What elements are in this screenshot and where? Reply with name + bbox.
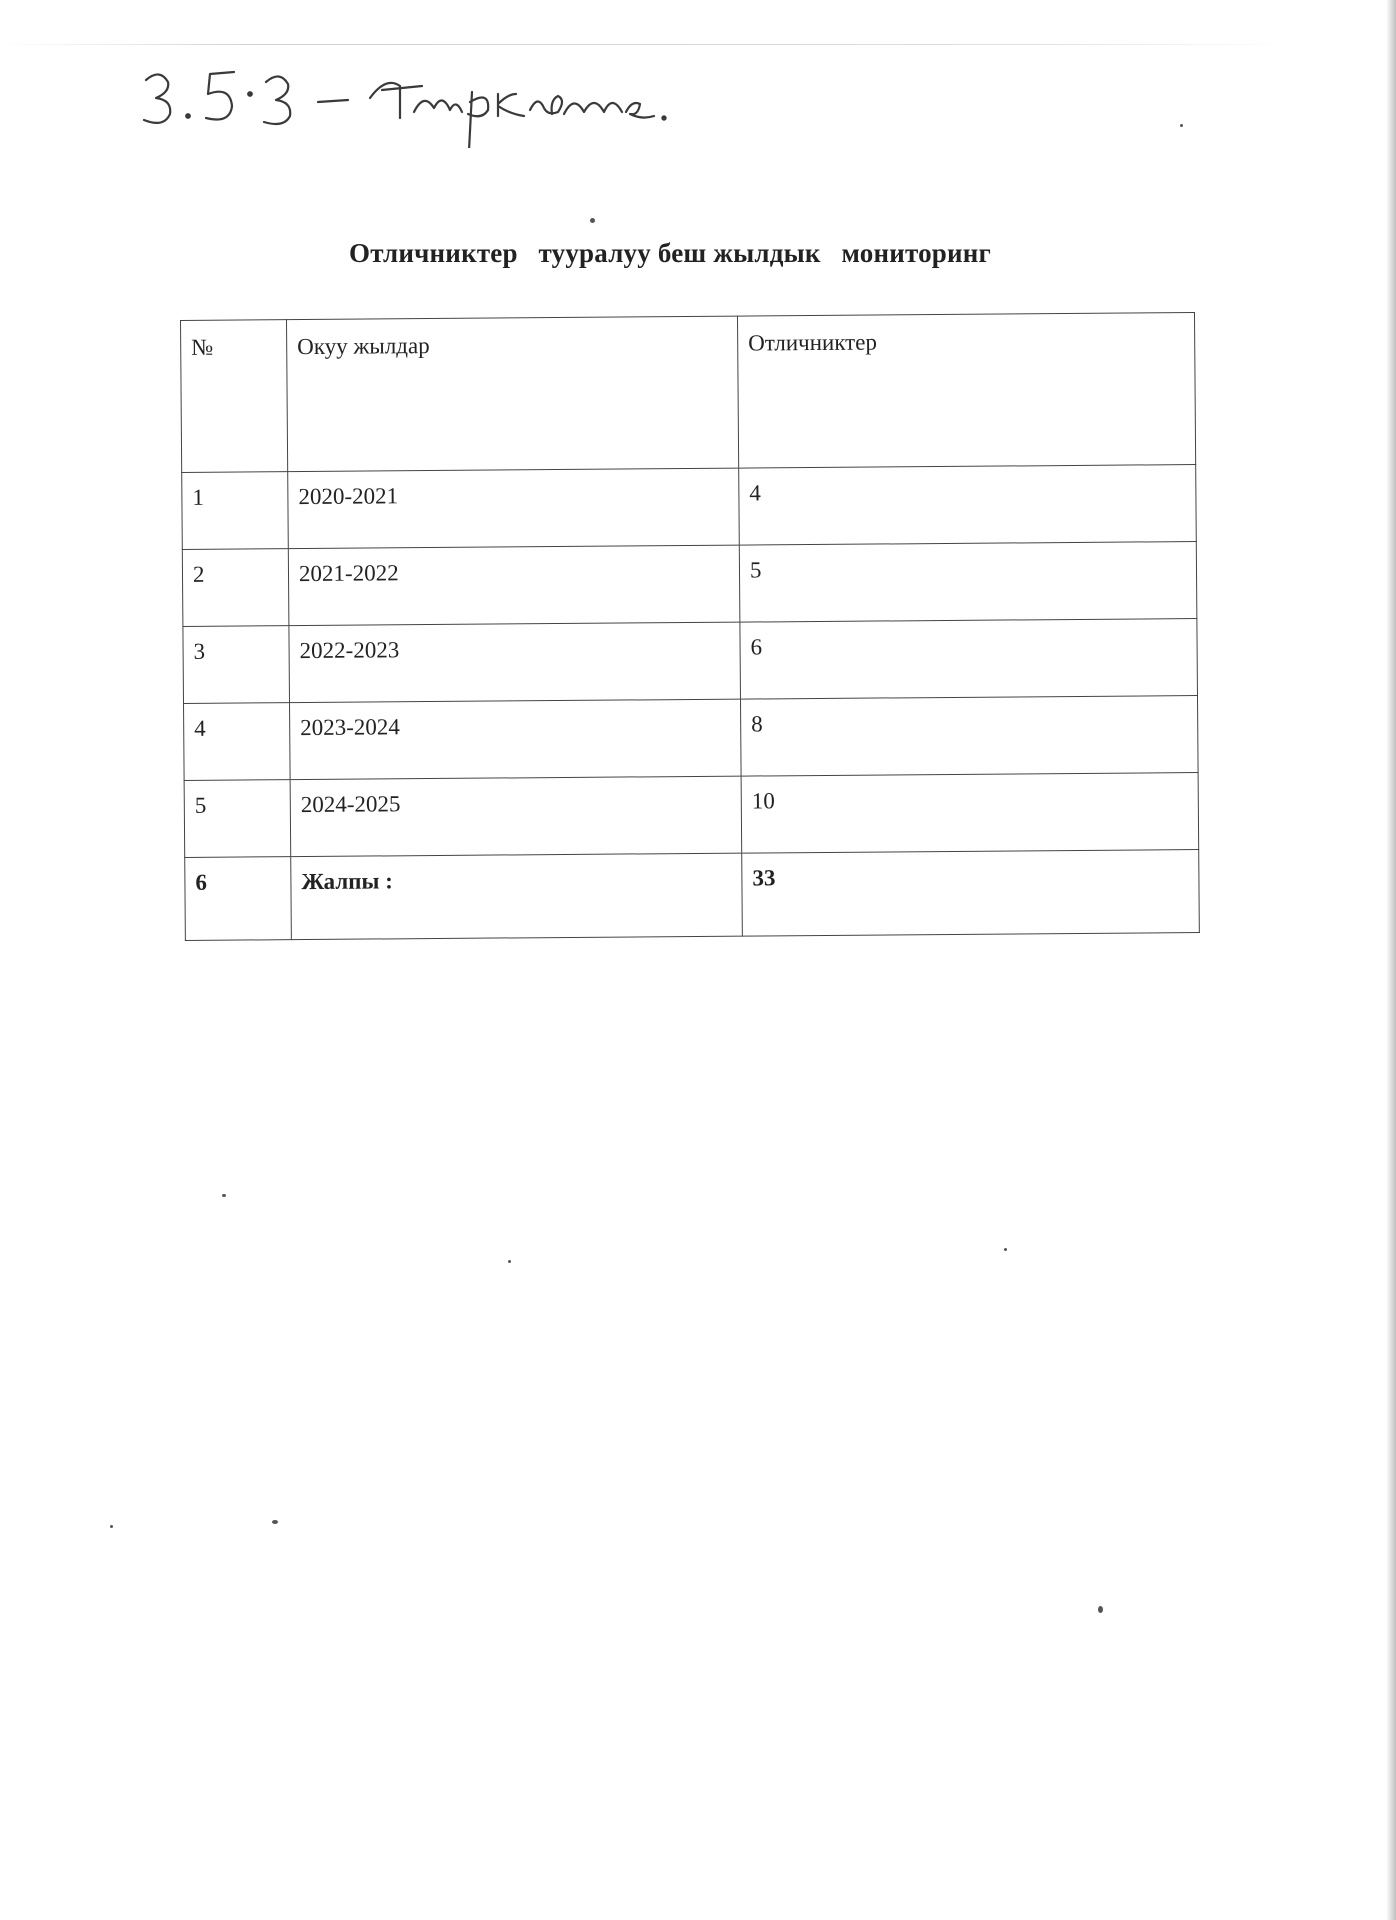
total-row-number: 6: [185, 857, 292, 941]
table-header-row: [181, 313, 1196, 473]
scan-speck: [1004, 1248, 1007, 1251]
scan-speck: [590, 218, 595, 223]
scan-speck: [1180, 124, 1183, 127]
table-row: [184, 773, 1199, 858]
scan-speck: [222, 1194, 226, 1197]
row-count: 5: [739, 542, 1197, 623]
table-row: [182, 542, 1197, 627]
row-year: 2023-2024: [290, 699, 742, 780]
row-year: 2022-2023: [289, 622, 741, 703]
row-count: 4: [739, 465, 1197, 546]
monitoring-table: [180, 312, 1200, 941]
row-count: 8: [740, 696, 1198, 777]
row-number: 4: [184, 703, 291, 781]
total-count: 33: [742, 850, 1200, 937]
table-row: [184, 696, 1199, 781]
header-academic-years: Окуу жылдар: [287, 316, 739, 472]
row-year: 2024-2025: [290, 776, 742, 857]
row-number: 5: [184, 780, 291, 858]
row-year: 2021-2022: [288, 545, 740, 626]
scan-speck: [508, 1260, 511, 1263]
table-row: [182, 465, 1197, 550]
total-label: Жалпы :: [291, 853, 743, 940]
scan-speck: [110, 1525, 113, 1528]
scan-speck: [272, 1520, 278, 1524]
handwritten-note-drawing: [138, 58, 678, 148]
scan-right-edge: [1386, 0, 1396, 1920]
table-total-row: [185, 850, 1200, 941]
document-title: Отличниктер тууралуу беш жылдык мониторинг: [349, 238, 991, 268]
row-number: 2: [182, 549, 289, 627]
scan-speck: [1098, 1606, 1103, 1613]
header-excellent-students: Отличниктер: [737, 313, 1195, 469]
header-number: №: [181, 320, 288, 473]
scan-top-edge: [0, 44, 1290, 45]
monitoring-table-container: [180, 312, 1200, 941]
handwritten-note: [138, 58, 678, 148]
row-number: 1: [182, 472, 289, 550]
row-year: 2020-2021: [288, 468, 740, 549]
row-count: 10: [741, 773, 1199, 854]
table-row: [183, 619, 1198, 704]
row-count: 6: [740, 619, 1198, 700]
row-number: 3: [183, 626, 290, 704]
